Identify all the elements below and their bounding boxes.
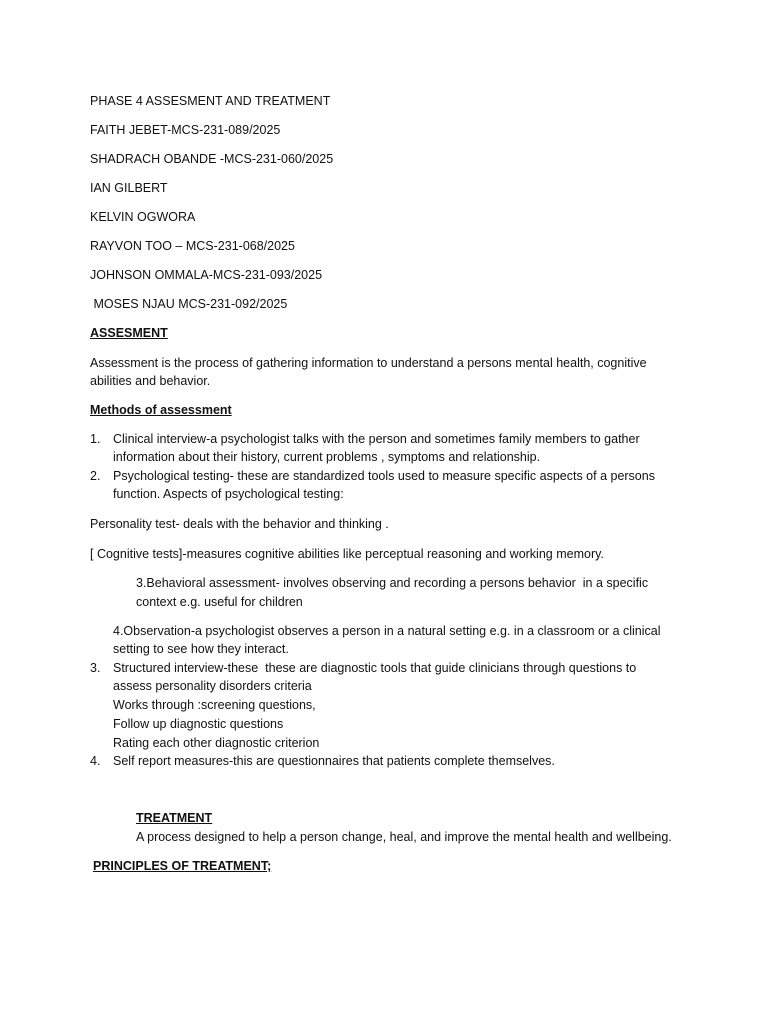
list-item-line: Works through :screening questions, [113,698,316,712]
list-item-line: function. Aspects of psychological testing: [113,487,344,501]
methods-heading: Methods of assessment [90,403,232,417]
member-line: FAITH JEBET-MCS-231-089/2025 [90,123,281,137]
list-number: 1. [90,432,101,446]
document-title: PHASE 4 ASSESMENT AND TREATMENT [90,94,331,108]
assessment-heading: ASSESMENT [90,326,168,340]
member-line: MOSES NJAU MCS-231-092/2025 [90,297,288,311]
list-item-line: information about their history, current problems , symptoms and relationship. [113,450,541,464]
list-item-line: Clinical interview-a psychologist talks with the person and sometimes family members to gather [113,432,640,446]
member-line: KELVIN OGWORA [90,210,196,224]
treatment-heading: TREATMENT [136,811,213,825]
list-number: 3. [90,661,101,675]
list-item-line: Self report measures-this are questionnaires that patients complete themselves. [113,754,555,768]
assessment-definition-line: abilities and behavior. [90,374,211,388]
list-number: 2. [90,469,101,483]
behavioral-line: 3.Behavioral assessment- involves observing and recording a persons behavior in a specific [136,576,649,590]
list-number: 4. [90,754,101,768]
member-line: IAN GILBERT [90,181,168,195]
list-item-line: Structured interview-these these are diagnostic tools that guide clinicians through questions to [113,661,637,675]
list-item-line: Psychological testing- these are standardized tools used to measure specific aspects of a persons [113,469,655,483]
member-line: RAYVON TOO – MCS-231-068/2025 [90,239,295,253]
behavioral-line: context e.g. useful for children [136,595,303,609]
principles-heading: PRINCIPLES OF TREATMENT; [93,859,272,873]
assessment-definition-line: Assessment is the process of gathering information to understand a persons mental health, cognitive [90,356,647,370]
cognitive-tests-text: [ Cognitive tests]-measures cognitive abilities like perceptual reasoning and working memory. [90,547,604,561]
treatment-definition: A process designed to help a person change, heal, and improve the mental health and wellbeing. [136,830,672,844]
member-line: SHADRACH OBANDE -MCS-231-060/2025 [90,152,334,166]
list-item-line: assess personality disorders criteria [113,679,312,693]
observation-line: setting to see how they interact. [113,642,289,656]
list-item-line: Rating each other diagnostic criterion [113,736,320,750]
personality-test-text: Personality test- deals with the behavior and thinking . [90,517,389,531]
list-item-line: Follow up diagnostic questions [113,717,284,731]
observation-line: 4.Observation-a psychologist observes a person in a natural setting e.g. in a classroom or a clinical [113,624,661,638]
member-line: JOHNSON OMMALA-MCS-231-093/2025 [90,268,323,282]
